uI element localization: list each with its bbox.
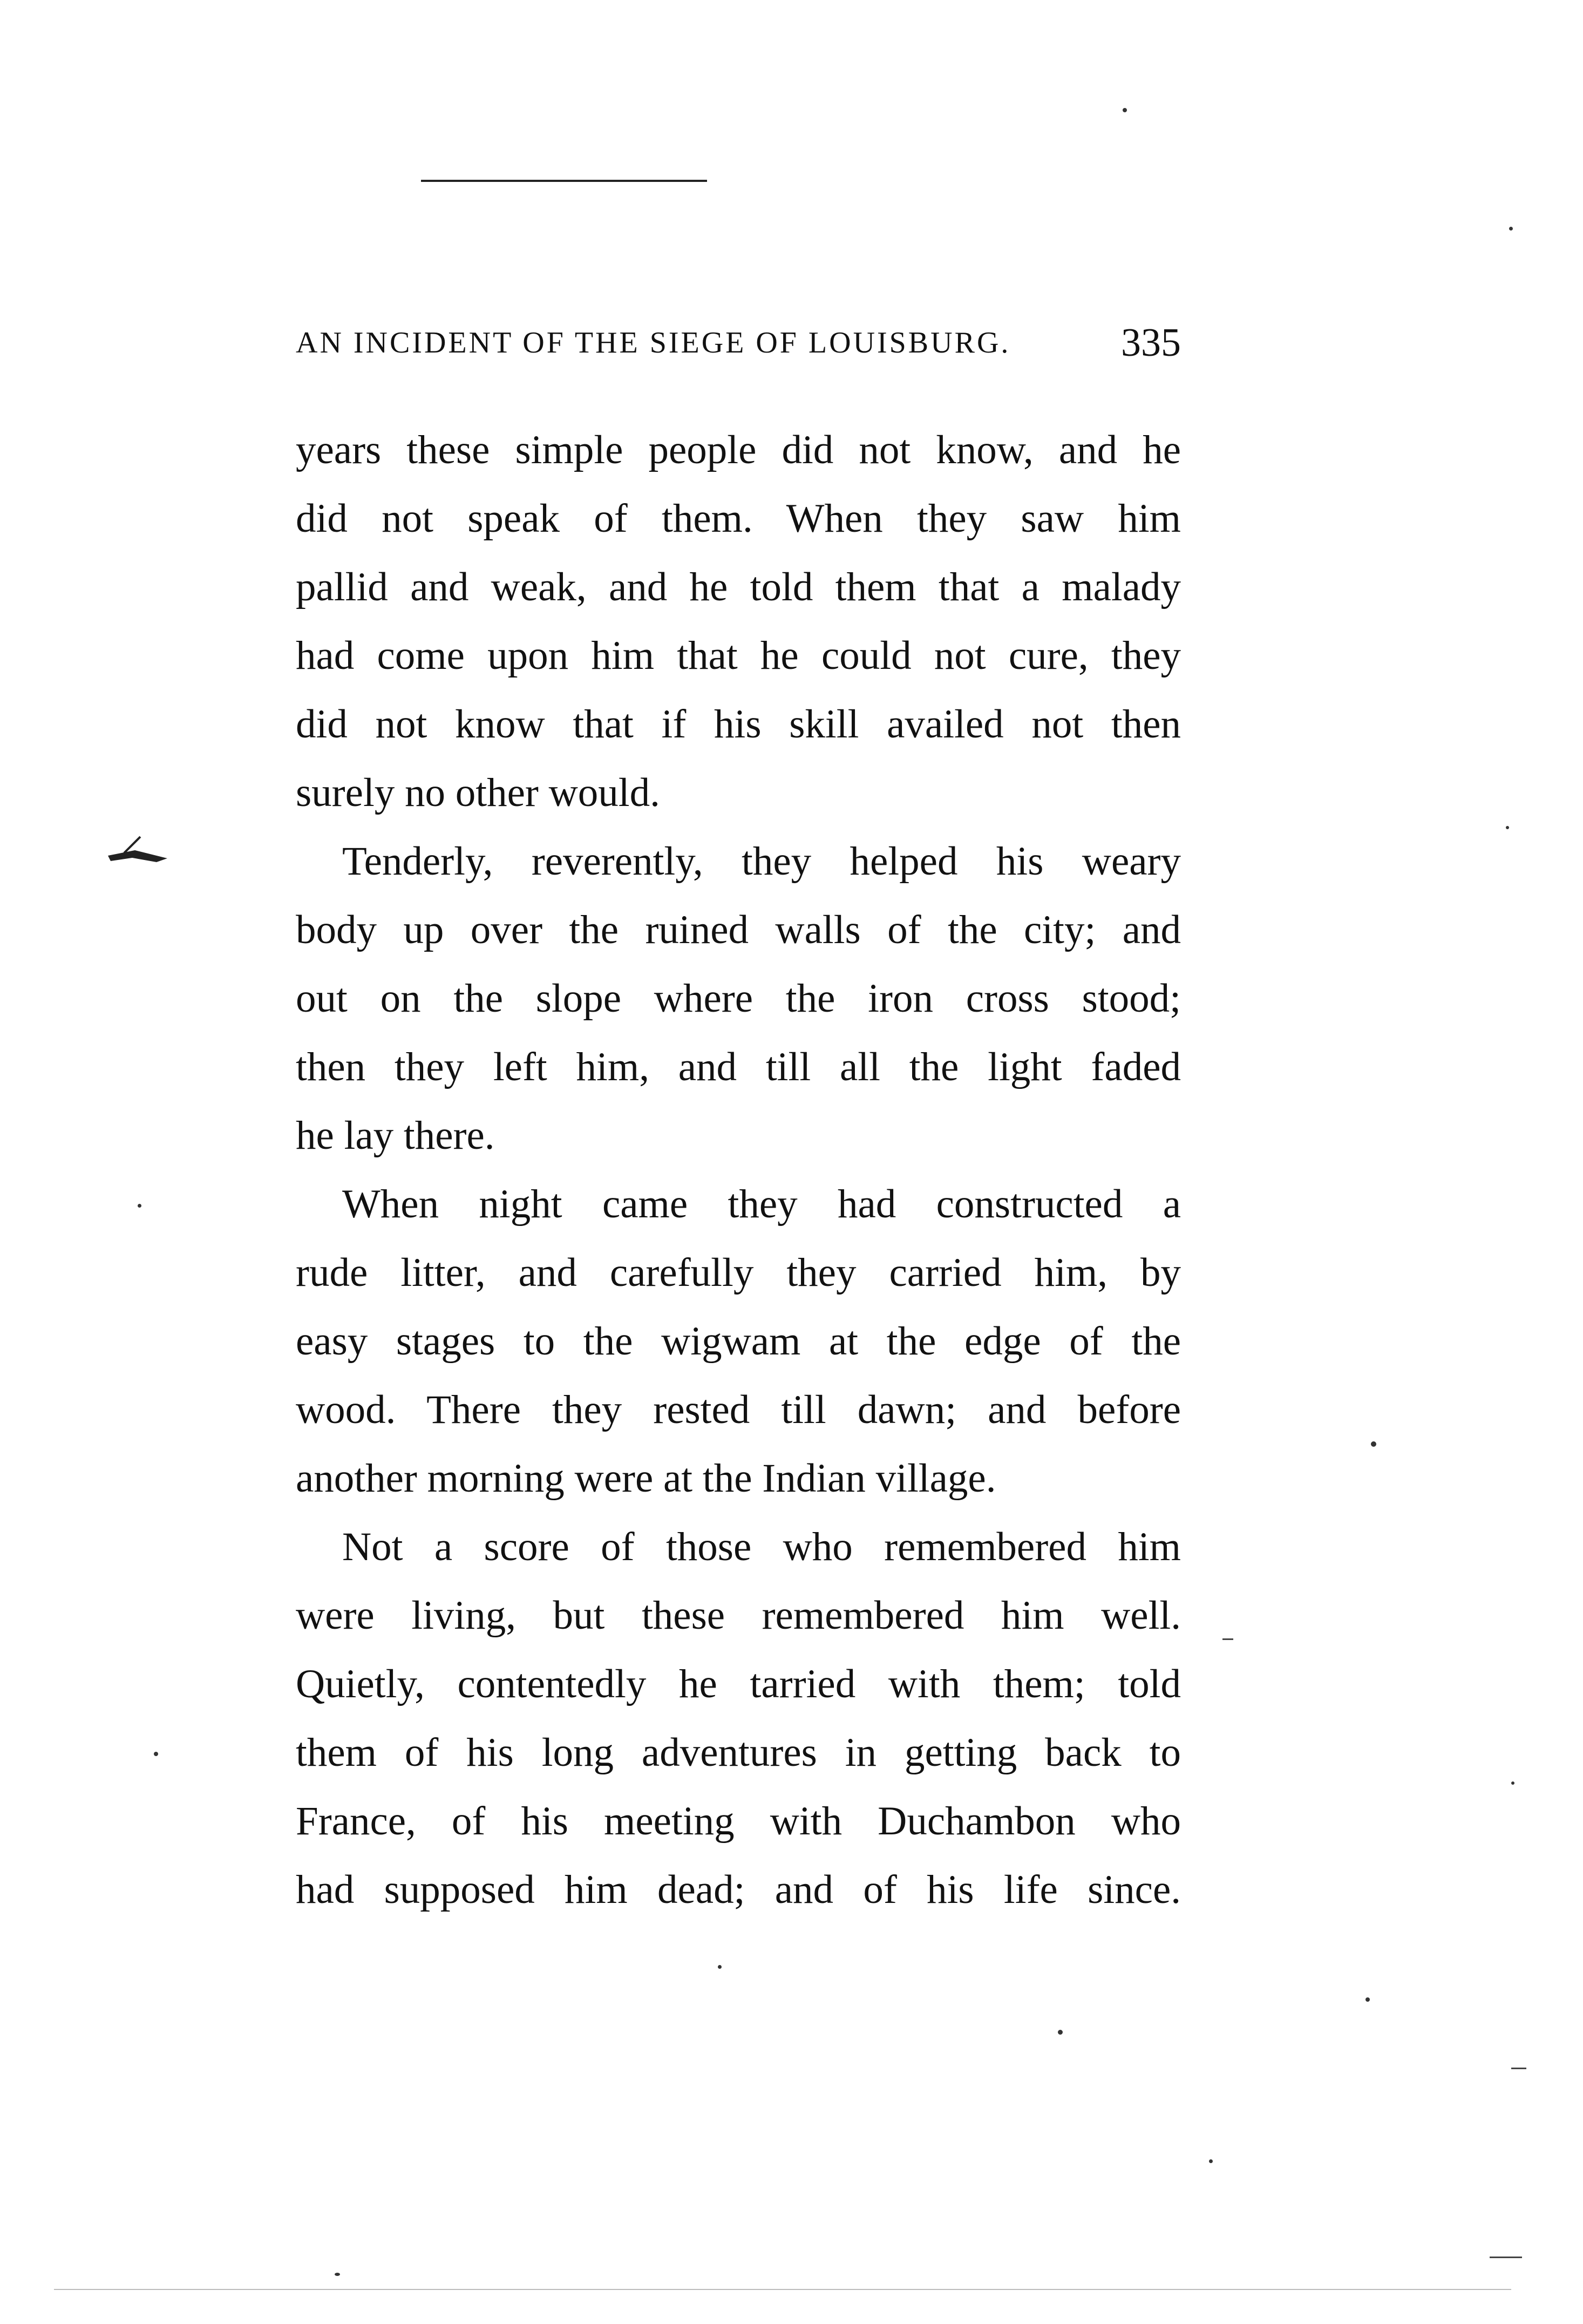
ink-blot-icon	[103, 834, 173, 872]
text-line: Tenderly, reverently, they helped his weary	[342, 839, 1181, 884]
scan-speck	[1058, 2030, 1063, 2035]
text-line: another morning were at the Indian village.	[296, 1456, 996, 1501]
text-line: then they left him, and till all the light faded	[296, 1045, 1181, 1089]
text-line: France, of his meeting with Duchambon who	[296, 1799, 1181, 1844]
scan-speck	[718, 1965, 722, 1969]
text-line: did not speak of them. When they saw him	[296, 496, 1181, 541]
text-line: years these simple people did not know, and he	[296, 428, 1181, 472]
scan-speck	[335, 2273, 340, 2276]
text-line: rude litter, and carefully they carried him, by	[296, 1250, 1181, 1295]
text-line: had come upon him that he could not cure, they	[296, 633, 1181, 678]
text-line: easy stages to the wigwam at the edge of the	[296, 1319, 1181, 1364]
text-line: body up over the ruined walls of the city; and	[296, 907, 1181, 952]
paragraph	[296, 827, 1181, 1170]
text-line: were living, but these remembered him well.	[296, 1593, 1181, 1638]
scan-speck	[1509, 227, 1513, 231]
running-head-title: AN INCIDENT OF THE SIEGE OF LOUISBURG.	[296, 326, 1011, 360]
scan-mark	[54, 2289, 1511, 2290]
text-line: surely no other would.	[296, 770, 660, 815]
paragraph	[296, 416, 1181, 827]
paragraph	[296, 1513, 1181, 1924]
text-line: wood. There they rested till dawn; and before	[296, 1387, 1181, 1432]
scan-speck	[1371, 1441, 1376, 1447]
text-line: did not know that if his skill availed not then	[296, 702, 1181, 747]
top-rule	[421, 180, 707, 182]
text-line: pallid and weak, and he told them that a malady	[296, 565, 1181, 609]
page-number: 335	[1121, 321, 1181, 365]
scan-speck	[1123, 108, 1127, 112]
scan-speck	[138, 1204, 141, 1208]
body-text	[296, 416, 1181, 1924]
scan-speck	[1209, 2159, 1213, 2163]
text-line: Quietly, contentedly he tarried with them; told	[296, 1662, 1181, 1706]
scan-speck	[1511, 1781, 1514, 1785]
running-head	[296, 319, 1181, 367]
text-line: Not a score of those who remembered him	[342, 1525, 1181, 1569]
scan-mark	[1511, 2068, 1526, 2069]
text-line: When night came they had constructed a	[342, 1182, 1181, 1227]
scan-speck	[154, 1752, 158, 1756]
text-line: had supposed him dead; and of his life since.	[296, 1867, 1181, 1912]
paragraph	[296, 1170, 1181, 1513]
scan-speck	[1506, 826, 1509, 829]
scan-speck	[1365, 1997, 1370, 2002]
scan-mark	[1222, 1638, 1233, 1640]
text-line: them of his long adventures in getting back to	[296, 1730, 1181, 1775]
text-line: he lay there.	[296, 1113, 495, 1158]
text-line: out on the slope where the iron cross stood;	[296, 976, 1181, 1021]
scan-mark	[1490, 2257, 1522, 2258]
